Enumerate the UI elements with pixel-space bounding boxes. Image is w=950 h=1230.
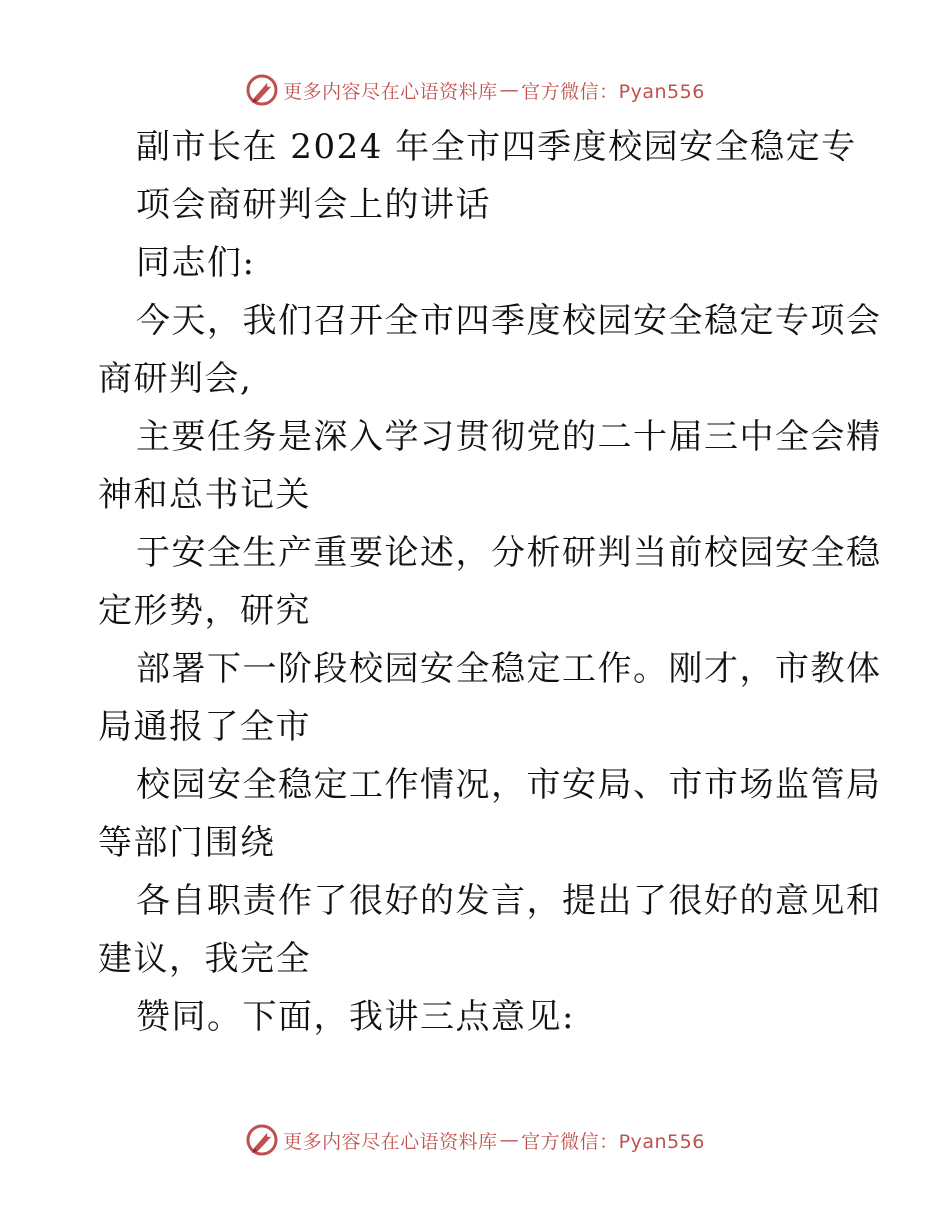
watermark-contact: 官方微信：Pyan556 (521, 1130, 705, 1153)
paragraph-line: 神和总书记关 (98, 475, 311, 515)
paragraph-line: 校园安全稳定工作情况，市安局、市市场监管局 (136, 765, 882, 805)
footer-watermark (0, 1120, 950, 1160)
title-line-1: 副市长在 2024 年全市四季度校园安全稳定专 (136, 127, 857, 167)
salutation: 同志们: (136, 243, 256, 283)
document-body (98, 118, 882, 1046)
paragraph-line: 等部门围绕 (98, 823, 276, 863)
paragraph-line: 局通报了全市 (98, 707, 311, 747)
paragraph-line: 今天，我们召开全市四季度校园安全稳定专项会 (136, 301, 882, 341)
paragraph-line: 主要任务是深入学习贯彻党的二十届三中全会精 (136, 417, 882, 457)
pen-logo-icon (245, 73, 279, 107)
pen-logo-icon (245, 1123, 279, 1157)
watermark-text: 更多内容尽在心语资料库 (283, 1130, 498, 1153)
paragraph-line: 定形势，研究 (98, 591, 311, 631)
watermark-separator: — (499, 1129, 520, 1151)
watermark-separator: — (499, 79, 520, 101)
paragraph-line: 商研判会, (98, 359, 253, 399)
paragraph-line: 于安全生产重要论述，分析研判当前校园安全稳 (136, 533, 882, 573)
paragraph-line: 部署下一阶段校园安全稳定工作。刚才，市教体 (136, 649, 882, 689)
paragraph-line: 建议，我完全 (98, 939, 311, 979)
watermark-contact: 官方微信：Pyan556 (521, 80, 705, 103)
header-watermark (0, 70, 950, 110)
watermark-text: 更多内容尽在心语资料库 (283, 80, 498, 103)
paragraph-line: 赞同。下面，我讲三点意见: (136, 997, 575, 1037)
title-line-2: 项会商研判会上的讲话 (136, 185, 491, 225)
paragraph-line: 各自职责作了很好的发言，提出了很好的意见和 (136, 881, 882, 921)
